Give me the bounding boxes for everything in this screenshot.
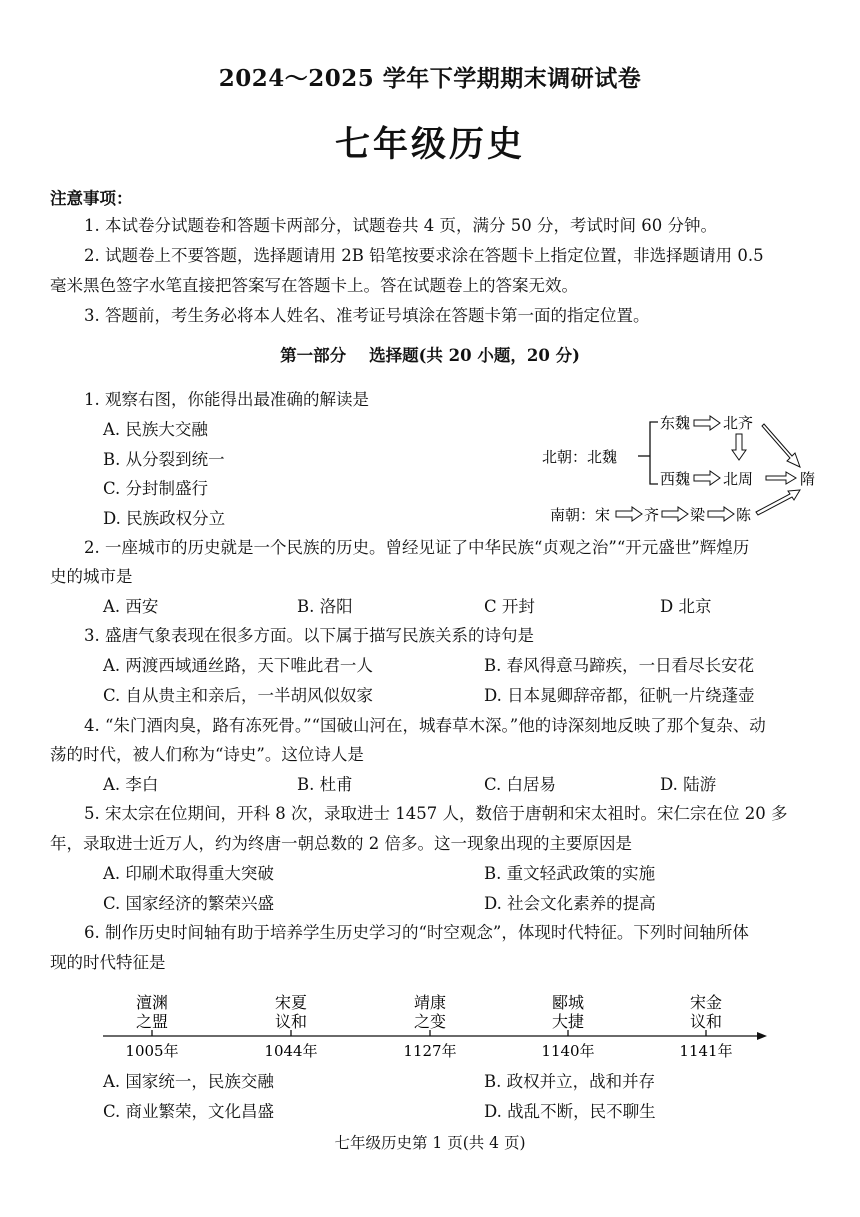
q4-option-a: A. 李白 — [103, 775, 159, 794]
q1-stem: 1. 观察右图，你能得出最准确的解读是 — [84, 390, 369, 409]
timeline-event-2 — [264, 993, 317, 1060]
q6-option-d: D. 战乱不断，民不聊生 — [484, 1102, 656, 1121]
q6-option-a: A. 国家统一，民族交融 — [103, 1072, 274, 1091]
timeline-event-1 — [125, 993, 178, 1060]
q4-stem-line1: 4. “朱门酒肉臭，路有冻死骨。”“国破山河在，城春草木深。”他的诗深刻地反映了那个复杂、动 — [84, 716, 766, 735]
q1-option-a: A. 民族大交融 — [103, 420, 208, 439]
dynasty-diagram — [530, 412, 830, 532]
timeline-event-4 — [541, 993, 594, 1060]
svg-text:1141年: 1141年 — [679, 1042, 733, 1060]
west-wei-label: 西魏 — [660, 470, 691, 488]
q5-option-a: A. 印刷术取得重大突破 — [103, 864, 274, 883]
svg-text:之盟: 之盟 — [135, 1012, 169, 1031]
sui-label: 隋 — [800, 470, 816, 488]
arrow-north-qi-sui — [762, 424, 800, 467]
notice-item-1: 1. 本试卷分试题卷和答题卡两部分，试题卷共 4 页，满分 50 分，考试时间 60 分钟。 — [84, 216, 717, 235]
q2-option-c: C 开封 — [484, 597, 535, 616]
q2-stem-line1: 2. 一座城市的历史就是一个民族的历史。曾经见证了中华民族“贞观之治”“开元盛世”辉煌历 — [84, 538, 750, 557]
q6-option-b: B. 政权并立，战和并存 — [484, 1072, 656, 1091]
svg-text:议和: 议和 — [689, 1012, 723, 1031]
q4-option-c: C. 白居易 — [484, 775, 557, 794]
liang-label: 梁 — [690, 506, 706, 524]
svg-text:1127年: 1127年 — [403, 1042, 457, 1060]
q5-option-d: D. 社会文化素养的提高 — [484, 894, 656, 913]
page-footer: 七年级历史第 1 页(共 4 页) — [334, 1134, 526, 1152]
notice-heading: 注意事项： — [50, 189, 133, 208]
north-zhou-label: 北周 — [723, 470, 754, 488]
q6-stem-line1: 6. 制作历史时间轴有助于培养学生历史学习的“时空观念”，体现时代特征。下列时间轴所体 — [84, 923, 749, 942]
q3-stem: 3. 盛唐气象表现在很多方面。以下属于描写民族关系的诗句是 — [84, 626, 534, 645]
q3-option-d: D. 日本晁卿辞帝都，征帆一片绕蓬壶 — [484, 686, 755, 705]
timeline-event-3 — [403, 993, 456, 1060]
q6-stem-line2: 现的时代特征是 — [50, 953, 166, 972]
q4-option-b: B. 杜甫 — [297, 775, 353, 794]
svg-text:宋金: 宋金 — [689, 993, 723, 1012]
svg-text:宋夏: 宋夏 — [274, 993, 308, 1012]
q3-option-b: B. 春风得意马蹄疾，一日看尽长安花 — [484, 656, 755, 675]
svg-text:靖康: 靖康 — [413, 993, 447, 1012]
notice-item-2: 2. 试题卷上不要答题，选择题请用 2B 铅笔按要求涂在答题卡上指定位置，非选择题请用 0.5 — [84, 246, 764, 265]
north-dynasties-label: 北朝：北魏 — [542, 448, 618, 466]
arrow-north-qi-north-zhou — [732, 434, 746, 460]
south-dynasties-label: 南朝：宋 — [550, 506, 611, 524]
q1-option-c: C. 分封制盛行 — [103, 479, 209, 498]
arrow-song-qi — [616, 507, 642, 521]
arrow-chen-sui — [756, 490, 800, 515]
timeline-arrowhead — [757, 1032, 767, 1040]
q3-option-c: C. 自从贵主和亲后，一半胡风似奴家 — [103, 686, 374, 705]
north-qi-label: 北齐 — [723, 414, 754, 432]
notice-item-2-cont: 毫米黑色签字水笔直接把答案写在答题卡上。答在试题卷上的答案无效。 — [50, 276, 578, 295]
timeline — [95, 988, 770, 1063]
bracket — [650, 422, 658, 484]
svg-text:澶渊: 澶渊 — [135, 993, 169, 1012]
q2-option-a: A. 西安 — [103, 597, 159, 616]
q5-option-c: C. 国家经济的繁荣兴盛 — [103, 894, 275, 913]
arrow-qi-liang — [662, 507, 688, 521]
timeline-event-5 — [679, 993, 732, 1060]
svg-text:1044年: 1044年 — [264, 1042, 318, 1060]
q2-stem-line2: 史的城市是 — [50, 567, 133, 586]
east-wei-label: 东魏 — [660, 414, 691, 432]
q5-stem-line2: 年，录取进士近万人，约为终唐一朝总数的 2 倍多。这一现象出现的主要原因是 — [50, 834, 632, 853]
q4-option-d: D. 陆游 — [660, 775, 717, 794]
q3-option-a: A. 两渡西域通丝路，天下唯此君一人 — [103, 656, 373, 675]
qi-label: 齐 — [644, 506, 660, 524]
svg-text:1140年: 1140年 — [541, 1042, 595, 1060]
q4-stem-line2: 荡的时代，被人们称为“诗史”。这位诗人是 — [50, 745, 364, 764]
svg-text:郾城: 郾城 — [551, 993, 585, 1012]
exam-subject: 七年级历史 — [334, 124, 525, 165]
q1-option-b: B. 从分裂到统一 — [103, 450, 225, 469]
svg-text:1005年: 1005年 — [125, 1042, 179, 1060]
q2-option-d: D 北京 — [660, 597, 712, 616]
notice-item-3: 3. 答题前，考生务必将本人姓名、准考证号填涂在答题卡第一面的指定位置。 — [84, 306, 650, 325]
svg-text:大捷: 大捷 — [551, 1012, 585, 1031]
exam-title: 2024～2025 学年下学期期末调研试卷 — [218, 65, 642, 92]
arrow-north-zhou-sui — [766, 472, 796, 484]
arrow-west-wei-north-zhou — [694, 471, 720, 485]
q6-option-c: C. 商业繁荣，文化昌盛 — [103, 1102, 275, 1121]
svg-text:议和: 议和 — [274, 1012, 308, 1031]
arrow-liang-chen — [708, 507, 734, 521]
arrow-east-wei-north-qi — [694, 416, 720, 430]
section-heading: 第一部分 选择题(共 20 小题，20 分) — [280, 346, 580, 365]
q2-option-b: B. 洛阳 — [297, 597, 353, 616]
chen-label: 陈 — [736, 506, 752, 524]
q1-option-d: D. 民族政权分立 — [103, 509, 226, 528]
q5-option-b: B. 重文轻武政策的实施 — [484, 864, 656, 883]
svg-text:之变: 之变 — [413, 1012, 447, 1031]
q5-stem-line1: 5. 宋太宗在位期间，开科 8 次，录取进士 1457 人，数倍于唐朝和宋太祖时。宋仁宗在位 20 多 — [84, 804, 788, 823]
